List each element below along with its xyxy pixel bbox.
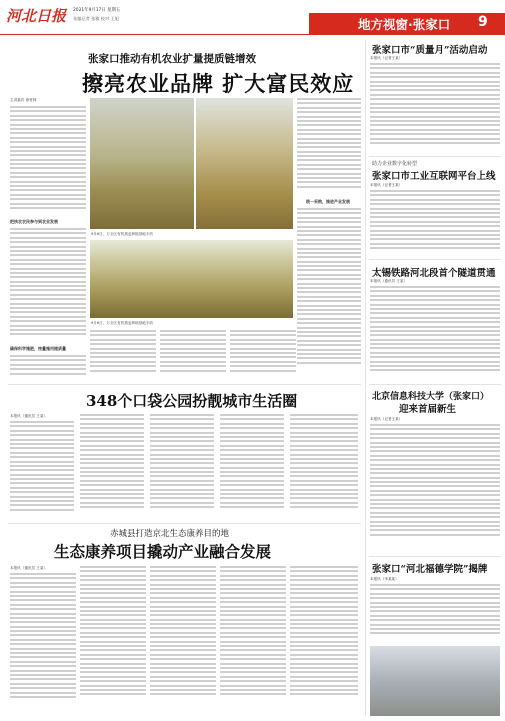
park-body-4 [220, 414, 284, 521]
park-headline: 348个口袋公园扮靓城市生活圈 [86, 392, 298, 410]
industrial-kicker: 助力企业数字化转型 [372, 161, 418, 167]
college-byline: 本报讯（李某某） [370, 577, 399, 581]
quality-month-headline: 张家口市“质量月”活动启动 [372, 45, 488, 56]
university-headline: 迎来首届新生 [399, 404, 457, 415]
main-subhead-3: 统一采购，推进产业发展 [306, 199, 350, 204]
main-body-col-2 [90, 330, 156, 378]
industrial-headline: 张家口市工业互联网平台上线 [372, 171, 496, 182]
industrial-body [370, 190, 500, 256]
main-body-col-1c [10, 355, 86, 379]
column-divider [365, 40, 366, 716]
industrial-byline: 本报讯（记者王某） [370, 183, 403, 187]
main-subhead-2: 确保科学施肥，按量施用提质量 [10, 346, 66, 351]
park-byline: 本报讯（通讯员 王某） [10, 414, 48, 418]
park-body-1 [10, 421, 74, 521]
university-kicker: 北京信息科技大学（张家口） [372, 392, 490, 402]
bottom-body-5 [290, 566, 358, 713]
date-line: 2021年9月17日 星期五 [73, 8, 121, 13]
photo-caption-2: 9月6日，万全区有机燕麦种植基地丰收 [91, 321, 154, 325]
bottom-kicker: 赤城县打造京北生态康养目的地 [110, 529, 230, 539]
main-body-col-1 [10, 106, 86, 218]
main-subhead-1: 把扶农农民参与到农业发展 [10, 219, 58, 224]
main-body-col-1b [10, 228, 86, 346]
page-number: 9 [478, 14, 488, 30]
park-body-3 [150, 414, 214, 521]
photo-caption-1: 9月6日，万全区有机燕麦种植基地丰收 [91, 232, 154, 236]
railway-headline: 太锡铁路河北段首个隧道贯通 [372, 268, 496, 279]
railway-body [370, 286, 500, 382]
main-body-col-5b [297, 208, 361, 378]
main-body-col-4 [230, 330, 296, 378]
park-top-rule [8, 384, 361, 385]
editor-line: 张编记者 张雅 校对 王旭 [73, 16, 119, 21]
main-headline: 擦亮农业品牌 扩大富民效应 [82, 71, 355, 96]
bottom-body-1 [10, 573, 76, 713]
bottom-top-rule [8, 523, 361, 524]
bottom-byline: 本报讯（通讯员 王某） [10, 566, 48, 570]
bottom-body-2 [80, 566, 146, 713]
park-body-5 [290, 414, 358, 521]
right-divider-3 [369, 384, 501, 385]
college-photo [370, 646, 500, 716]
right-divider-2 [369, 259, 501, 260]
right-divider-4 [369, 556, 501, 557]
main-body-col-5 [297, 98, 361, 196]
railway-byline: 本报讯（通讯员 王某） [370, 279, 408, 283]
bottom-body-3 [150, 566, 216, 713]
university-body [370, 424, 500, 550]
quality-month-byline: 本报讯（记者王某） [370, 56, 403, 60]
park-body-2 [80, 414, 144, 521]
quality-month-body [370, 63, 500, 153]
wheat-field-photo [90, 98, 194, 229]
college-body [370, 584, 500, 642]
university-byline: 本报讯（记者王某） [370, 417, 403, 421]
harvest-photo [196, 98, 293, 229]
section-title: 地方视窗·张家口 [358, 17, 451, 32]
main-byline: 主讲嘉宾 徐晋林 [10, 98, 37, 102]
masthead-rule [0, 34, 505, 35]
masthead [0, 0, 505, 34]
bottom-headline: 生态康养项目撬动产业融合发展 [54, 542, 272, 561]
main-body-col-3 [160, 330, 226, 378]
oat-field-photo [90, 240, 293, 318]
college-headline: 张家口“河北福德学院”揭牌 [372, 564, 488, 575]
right-divider-1 [369, 156, 501, 157]
newspaper-logo: 河北日报 [6, 7, 67, 25]
main-kicker: 张家口推动有机农业扩量提质链增效 [88, 53, 256, 65]
bottom-body-4 [220, 566, 286, 713]
